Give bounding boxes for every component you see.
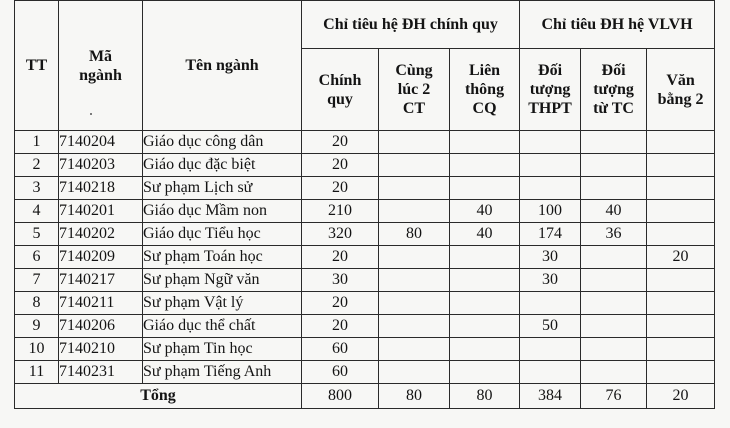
- header-sub-text: tượng: [593, 81, 634, 98]
- quota-value: [450, 361, 520, 384]
- table-row: [15, 154, 715, 177]
- program-name: Sư phạm Toán học: [143, 246, 302, 269]
- quota-value: 30: [520, 246, 581, 269]
- quota-value: [450, 292, 520, 315]
- quota-value: 30: [302, 269, 379, 292]
- quota-value: [379, 315, 450, 338]
- header-sub-double-program: [379, 49, 450, 131]
- quota-value: 20: [302, 154, 379, 177]
- header-sub-text: tượng: [529, 81, 571, 98]
- quota-value: [520, 361, 581, 384]
- header-sub-tc: [581, 49, 647, 131]
- total-value: 80: [379, 384, 450, 409]
- quota-value: 320: [302, 223, 379, 246]
- row-number: 9: [15, 315, 59, 338]
- quota-value: 20: [302, 131, 379, 154]
- quota-value: 60: [302, 361, 379, 384]
- header-sub-text: bằng 2: [657, 90, 704, 108]
- total-value: 80: [450, 384, 520, 409]
- quota-value: 174: [520, 223, 581, 246]
- quota-value: [647, 315, 715, 338]
- quota-value: [450, 338, 520, 361]
- quota-value: [581, 154, 647, 177]
- quota-value: 20: [302, 315, 379, 338]
- program-code: 7140203: [59, 154, 143, 177]
- quota-value: [450, 154, 520, 177]
- quota-value: 40: [581, 200, 647, 223]
- row-number: 7: [15, 269, 59, 292]
- quota-value: [379, 246, 450, 269]
- program-name: Sư phạm Ngữ văn: [143, 269, 302, 292]
- quota-value: 20: [647, 246, 715, 269]
- program-name: Sư phạm Tin học: [143, 338, 302, 361]
- quota-value: [647, 269, 715, 292]
- header-sub-text: Chính: [318, 71, 362, 89]
- header-sub-text: quy: [327, 90, 353, 108]
- header-group-regular: Chỉ tiêu hệ ĐH chính quy: [302, 1, 520, 49]
- table-row: [15, 177, 715, 200]
- row-number: 11: [15, 361, 59, 384]
- quota-value: [450, 131, 520, 154]
- program-code: 7140204: [59, 131, 143, 154]
- table-row: [15, 338, 715, 361]
- total-value: 20: [647, 384, 715, 409]
- quota-value: 36: [581, 223, 647, 246]
- table-row: [15, 292, 715, 315]
- header-sub-text: Cùng: [395, 62, 433, 79]
- quota-value: [379, 154, 450, 177]
- program-name: Sư phạm Tiếng Anh: [143, 361, 302, 384]
- quota-value: 50: [520, 315, 581, 338]
- program-name: Giáo dục Tiểu học: [143, 223, 302, 246]
- quota-value: [581, 338, 647, 361]
- quota-value: [647, 200, 715, 223]
- quota-value: [450, 246, 520, 269]
- total-row: [15, 384, 715, 409]
- program-name: Giáo dục công dân: [143, 131, 302, 154]
- header-sub-second-degree: [647, 49, 715, 131]
- quota-value: [647, 223, 715, 246]
- program-name: Giáo dục thể chất: [143, 315, 302, 338]
- header-sub-text: Đối: [601, 62, 626, 79]
- quota-value: [379, 292, 450, 315]
- header-name: Tên ngành: [143, 1, 302, 131]
- program-code: 7140217: [59, 269, 143, 292]
- header-code-line2: ngành: [79, 66, 122, 84]
- quota-value: [581, 315, 647, 338]
- row-number: 6: [15, 246, 59, 269]
- quota-value: 20: [302, 177, 379, 200]
- header-sub-text: từ TC: [593, 100, 634, 117]
- quota-value: [379, 131, 450, 154]
- header-tt: TT: [15, 1, 59, 131]
- header-sub-text: CT: [402, 100, 426, 117]
- header-sub-text: lúc 2: [397, 81, 431, 98]
- header-sub-transfer: [450, 49, 520, 131]
- program-code: 7140218: [59, 177, 143, 200]
- enrollment-quota-table: [14, 0, 715, 409]
- quota-value: 40: [450, 223, 520, 246]
- quota-value: [647, 338, 715, 361]
- total-value: 384: [520, 384, 581, 409]
- quota-value: [520, 131, 581, 154]
- table-row: [15, 315, 715, 338]
- quota-value: [581, 177, 647, 200]
- quota-value: [520, 292, 581, 315]
- quota-value: [647, 361, 715, 384]
- quota-value: [379, 361, 450, 384]
- quota-value: [647, 292, 715, 315]
- quota-value: [581, 292, 647, 315]
- header-group-vlvh: Chỉ tiêu ĐH hệ VLVH: [520, 1, 715, 49]
- program-code: 7140209: [59, 246, 143, 269]
- table-row: [15, 223, 715, 246]
- header-sub-text: thông: [464, 81, 505, 98]
- row-number: 5: [15, 223, 59, 246]
- row-number: 1: [15, 131, 59, 154]
- program-name: Sư phạm Lịch sử: [143, 177, 302, 200]
- quota-value: 100: [520, 200, 581, 223]
- program-code: 7140210: [59, 338, 143, 361]
- quota-value: [450, 315, 520, 338]
- total-label: Tổng: [15, 384, 302, 409]
- program-code: 7140231: [59, 361, 143, 384]
- quota-value: [647, 177, 715, 200]
- quota-value: [379, 338, 450, 361]
- quota-value: [520, 338, 581, 361]
- quota-value: [520, 154, 581, 177]
- header-sub-text: Văn: [666, 71, 695, 89]
- table-row: [15, 361, 715, 384]
- quota-value: [450, 177, 520, 200]
- header-sub-regular: [302, 49, 379, 131]
- program-code: 7140202: [59, 223, 143, 246]
- table-body: [15, 131, 715, 409]
- quota-value: [520, 177, 581, 200]
- quota-value: [450, 269, 520, 292]
- row-number: 10: [15, 338, 59, 361]
- row-number: 8: [15, 292, 59, 315]
- quota-value: [647, 154, 715, 177]
- row-number: 4: [15, 200, 59, 223]
- program-name: Giáo dục đặc biệt: [143, 154, 302, 177]
- quota-value: 40: [450, 200, 520, 223]
- quota-value: 20: [302, 292, 379, 315]
- quota-value: 80: [379, 223, 450, 246]
- quota-value: [379, 269, 450, 292]
- program-code: 7140201: [59, 200, 143, 223]
- total-value: 76: [581, 384, 647, 409]
- table-row: [15, 131, 715, 154]
- program-code: 7140211: [59, 292, 143, 315]
- header-code-line1: Mã: [88, 47, 113, 65]
- quota-value: [581, 246, 647, 269]
- header-sub-text: THPT: [528, 100, 572, 117]
- quota-value: [581, 361, 647, 384]
- header-sub-thpt: [520, 49, 581, 131]
- row-number: 3: [15, 177, 59, 200]
- quota-value: 30: [520, 269, 581, 292]
- quota-value: 20: [302, 246, 379, 269]
- program-name: Giáo dục Mầm non: [143, 200, 302, 223]
- header-sub-text: CQ: [472, 100, 497, 117]
- header-sub-text: Đối: [538, 62, 563, 79]
- total-value: 800: [302, 384, 379, 409]
- quota-value: [379, 177, 450, 200]
- header-sub-text: Liên: [468, 62, 501, 79]
- quota-value: 210: [302, 200, 379, 223]
- quota-value: [581, 131, 647, 154]
- quota-value: [379, 200, 450, 223]
- program-name: Sư phạm Vật lý: [143, 292, 302, 315]
- quota-value: 60: [302, 338, 379, 361]
- header-code: [59, 1, 143, 131]
- table-row: [15, 246, 715, 269]
- quota-value: [581, 269, 647, 292]
- table-row: [15, 200, 715, 223]
- row-number: 2: [15, 154, 59, 177]
- table-row: [15, 269, 715, 292]
- program-code: 7140206: [59, 315, 143, 338]
- scan-speck: [90, 113, 92, 115]
- quota-value: [647, 131, 715, 154]
